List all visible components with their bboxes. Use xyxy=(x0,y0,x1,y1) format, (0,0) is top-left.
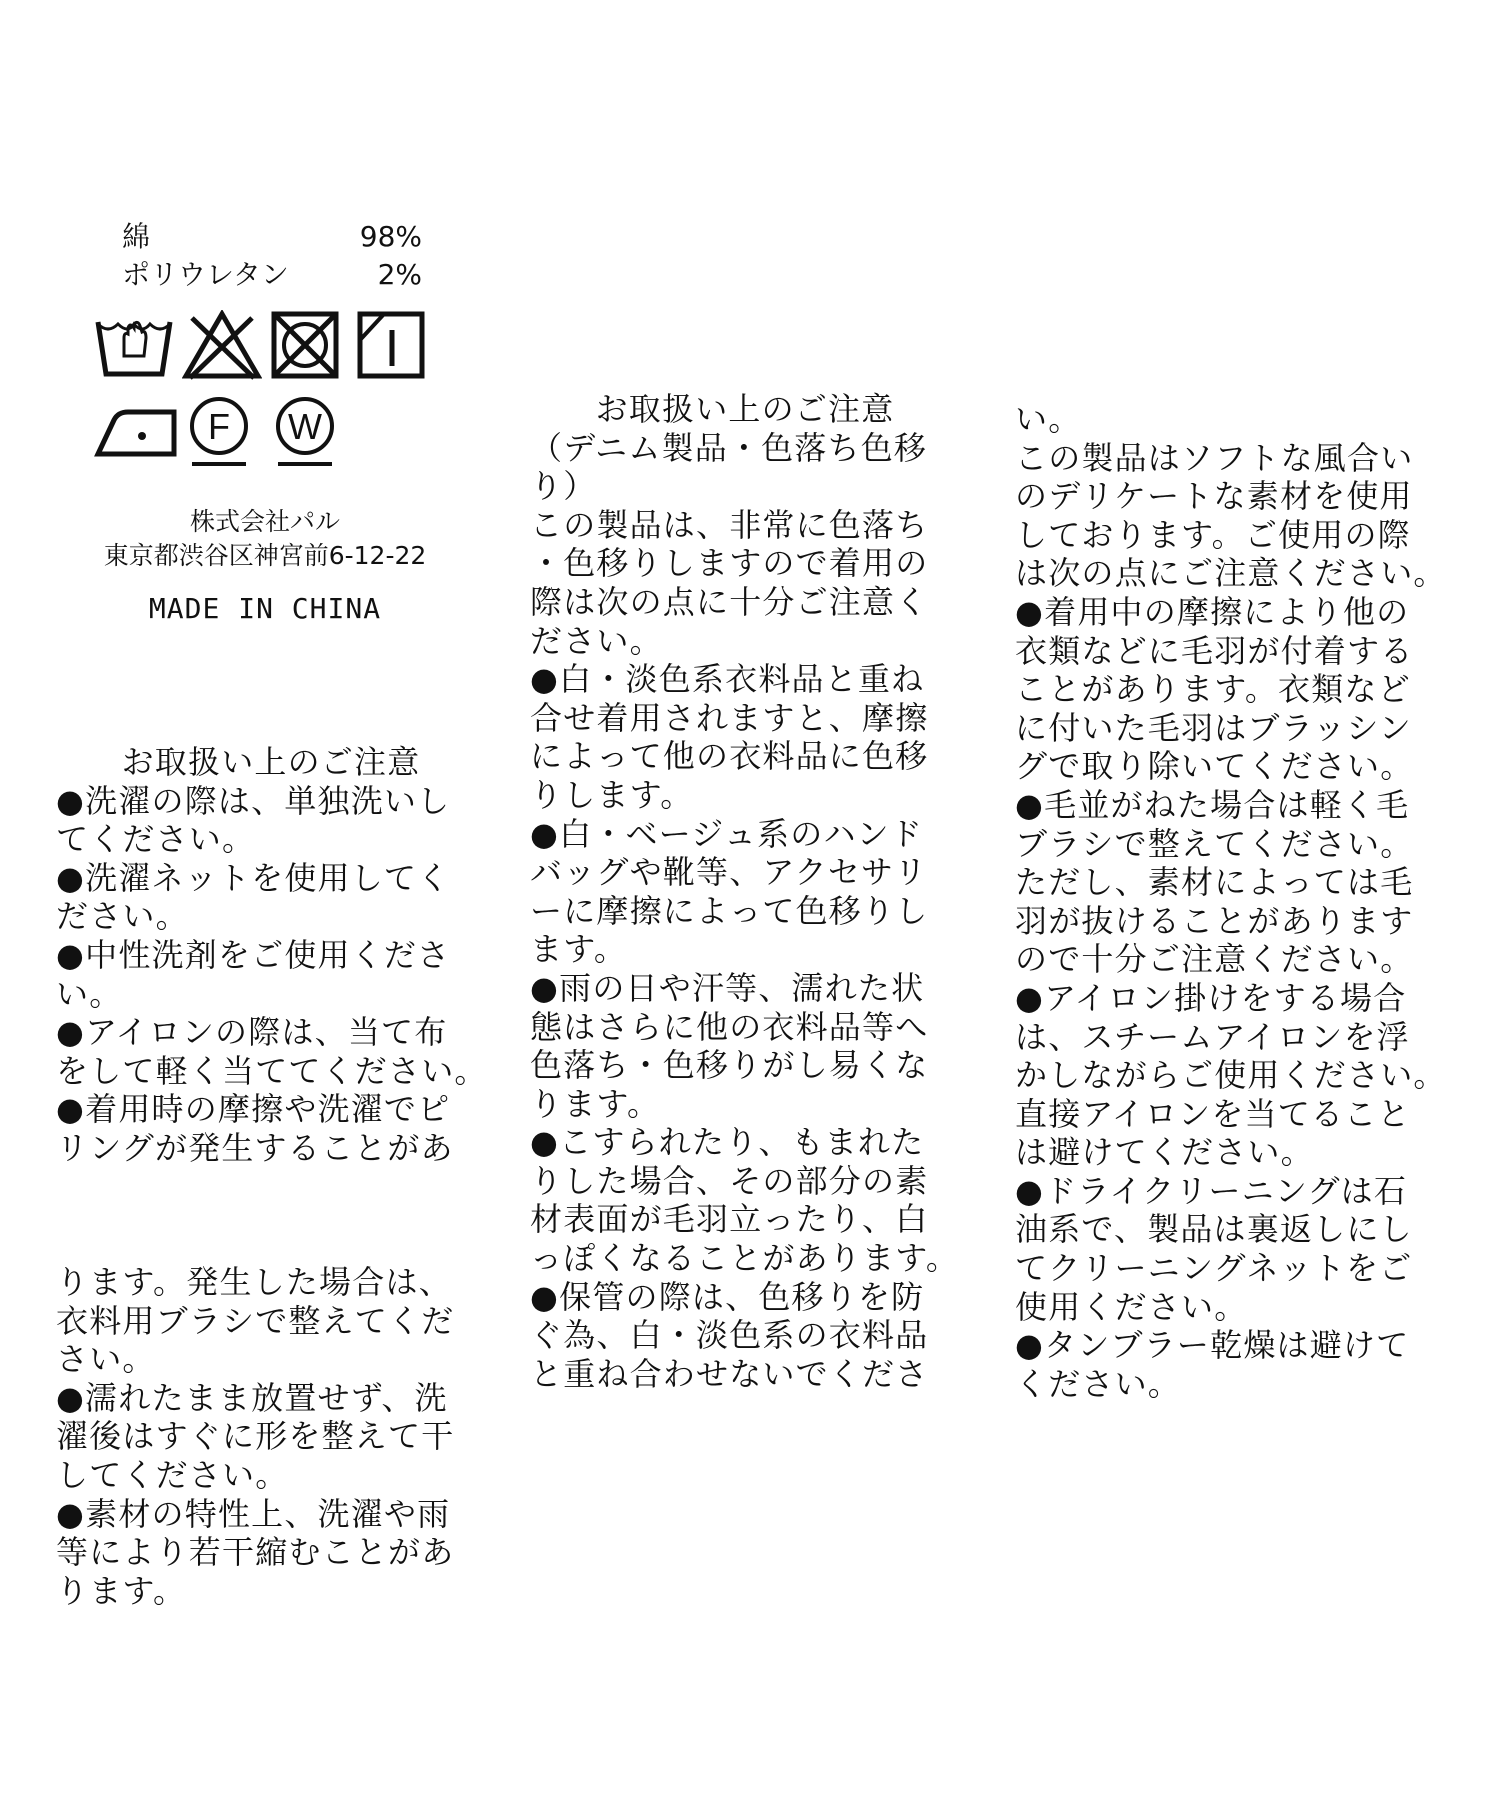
care-line: ●アイロンの際は、当て布 xyxy=(56,1013,448,1052)
care-line: ●白・淡色系衣料品と重ね xyxy=(530,660,925,699)
care-line: ●着用中の摩擦により他の xyxy=(1015,592,1410,631)
wet-clean-letter: W xyxy=(288,406,322,447)
care-line: 油系で、製品は裏返しにし xyxy=(1015,1210,1413,1249)
care-line: ください。 xyxy=(1015,1364,1182,1403)
care-line: バッグや靴等、アクセサリ xyxy=(530,853,928,892)
care-line: さい。 xyxy=(56,1340,156,1379)
care-line: ださい。 xyxy=(530,621,663,660)
care-line: 等により若干縮むことがあ xyxy=(56,1533,455,1572)
country-of-origin: MADE IN CHINA xyxy=(148,592,382,625)
care-line: のデリケートな素材を使用 xyxy=(1015,477,1413,516)
company-address: 東京都渋谷区神宮前6-12-22 xyxy=(103,541,427,570)
care-line: ●タンブラー乾燥は避けて xyxy=(1015,1326,1410,1365)
care-line: い。 xyxy=(1015,400,1082,438)
line-dry-shade-icon xyxy=(356,310,426,380)
care-line: 衣類などに毛羽が付着する xyxy=(1015,631,1414,670)
wet-clean-w-icon xyxy=(272,394,338,470)
care-subheading: り） xyxy=(530,467,597,506)
care-line: ださい。 xyxy=(56,897,189,936)
iron-low-icon xyxy=(94,400,178,460)
care-line: ます。 xyxy=(530,930,628,969)
dry-clean-f-icon xyxy=(186,394,252,470)
care-line: てクリーニングネットをご xyxy=(1015,1249,1413,1288)
care-line: によって他の衣料品に色移 xyxy=(530,737,929,776)
care-notes-delicate xyxy=(1015,400,1475,1403)
care-line: ●中性洗剤をご使用くださ xyxy=(56,935,451,974)
care-line: ので十分ご注意ください。 xyxy=(1015,940,1414,979)
care-line: ●洗濯ネットを使用してく xyxy=(56,858,451,897)
care-line: ●素材の特性上、洗濯や雨 xyxy=(56,1494,451,1533)
care-line: 濯後はすぐに形を整えて干 xyxy=(56,1417,455,1456)
care-line: 際は次の点に十分ご注意く xyxy=(530,582,929,621)
care-line: 使用ください。 xyxy=(1015,1287,1248,1326)
care-line: 材表面が毛羽立ったり、白 xyxy=(530,1200,929,1239)
care-heading: お取扱い上のご注意 xyxy=(595,390,895,428)
care-line: ●雨の日や汗等、濡れた状 xyxy=(530,968,925,1007)
care-line: に付いた毛羽はブラッシン xyxy=(1015,708,1412,747)
care-subheading: （デニム製品・色落ち色移 xyxy=(530,428,928,467)
care-line: ●毛並がねた場合は軽く毛 xyxy=(1015,785,1410,824)
care-line: 羽が抜けることがあります xyxy=(1015,901,1414,940)
care-line: てください。 xyxy=(56,820,256,859)
no-tumble-dry-icon xyxy=(270,310,340,380)
care-line: ●濡れたまま放置せず、洗 xyxy=(56,1378,448,1417)
fiber-composition xyxy=(122,218,422,294)
care-line: ことがあります。衣類など xyxy=(1015,670,1411,709)
care-notes-denim xyxy=(530,390,960,1393)
care-line: しております。ご使用の際 xyxy=(1015,515,1411,554)
material-percent: 98% xyxy=(359,220,422,253)
care-heading: お取扱い上のご注意 xyxy=(121,743,421,781)
company-name: 株式会社パル xyxy=(189,507,340,536)
care-line: 合せ着用されますと、摩擦 xyxy=(530,698,929,737)
care-line: ります。 xyxy=(56,1571,187,1610)
care-line: をして軽く当ててください。 xyxy=(56,1051,488,1090)
care-notes-general xyxy=(56,743,486,1168)
no-bleach-icon xyxy=(182,310,262,380)
company-info xyxy=(70,505,460,573)
care-line: ●こすられたり、もまれた xyxy=(530,1123,925,1162)
care-line: してください。 xyxy=(56,1455,289,1494)
care-line: りした場合、その部分の素 xyxy=(530,1161,929,1200)
care-line: は避けてください。 xyxy=(1015,1133,1314,1172)
care-line: い。 xyxy=(56,974,123,1013)
material-percent: 2% xyxy=(377,258,422,291)
care-line: ーに摩擦によって色移りし xyxy=(530,891,929,930)
care-line: ただし、素材によっては毛 xyxy=(1015,863,1414,902)
care-line: グで取り除いてください。 xyxy=(1015,747,1414,786)
care-line: ります。 xyxy=(530,1084,661,1123)
care-line: ●白・ベージュ系のハンド xyxy=(530,814,924,853)
care-line: 態はさらに他の衣料品等へ xyxy=(530,1007,929,1046)
dry-clean-letter: F xyxy=(208,406,230,447)
care-line: 色落ち・色移りがし易くな xyxy=(530,1046,929,1085)
care-line: ●洗濯の際は、単独洗いし xyxy=(56,781,451,820)
care-line: は次の点にご注意ください。 xyxy=(1015,554,1447,593)
care-line: ●保管の際は、色移りを防 xyxy=(530,1277,925,1316)
care-line: リングが発生することがあ xyxy=(56,1128,454,1167)
care-line: りします。 xyxy=(530,775,694,814)
care-line: と重ね合わせないでくださ xyxy=(530,1354,929,1393)
care-line: ・色移りしますので着用の xyxy=(530,544,929,583)
care-line: この製品は、非常に色落ち xyxy=(530,505,929,544)
care-line: ブラシで整えてください。 xyxy=(1015,824,1414,863)
care-line: は、スチームアイロンを浮 xyxy=(1015,1017,1410,1056)
care-line: っぽくなることがあります。 xyxy=(530,1239,960,1278)
care-line: かしながらご使用ください。 xyxy=(1015,1056,1447,1095)
care-line: この製品はソフトな風合い xyxy=(1015,438,1414,477)
composition-row xyxy=(122,218,422,256)
material-name: 綿 xyxy=(122,220,151,253)
care-line: ります。発生した場合は、 xyxy=(56,1263,452,1301)
wash-tub-hand-wash-icon xyxy=(94,308,174,380)
composition-row xyxy=(122,256,422,294)
care-line: ●着用時の摩擦や洗濯でピ xyxy=(56,1090,451,1129)
care-line: ●アイロン掛けをする場合 xyxy=(1015,978,1407,1017)
care-line: ぐ為、白・淡色系の衣料品 xyxy=(530,1316,929,1355)
care-notes-general-continued xyxy=(56,1263,486,1610)
care-line: 直接アイロンを当てること xyxy=(1015,1094,1411,1133)
material-name: ポリウレタン xyxy=(122,258,289,291)
care-line: ●ドライクリーニングは石 xyxy=(1015,1171,1408,1210)
care-line: 衣料用ブラシで整えてくだ xyxy=(56,1301,455,1340)
